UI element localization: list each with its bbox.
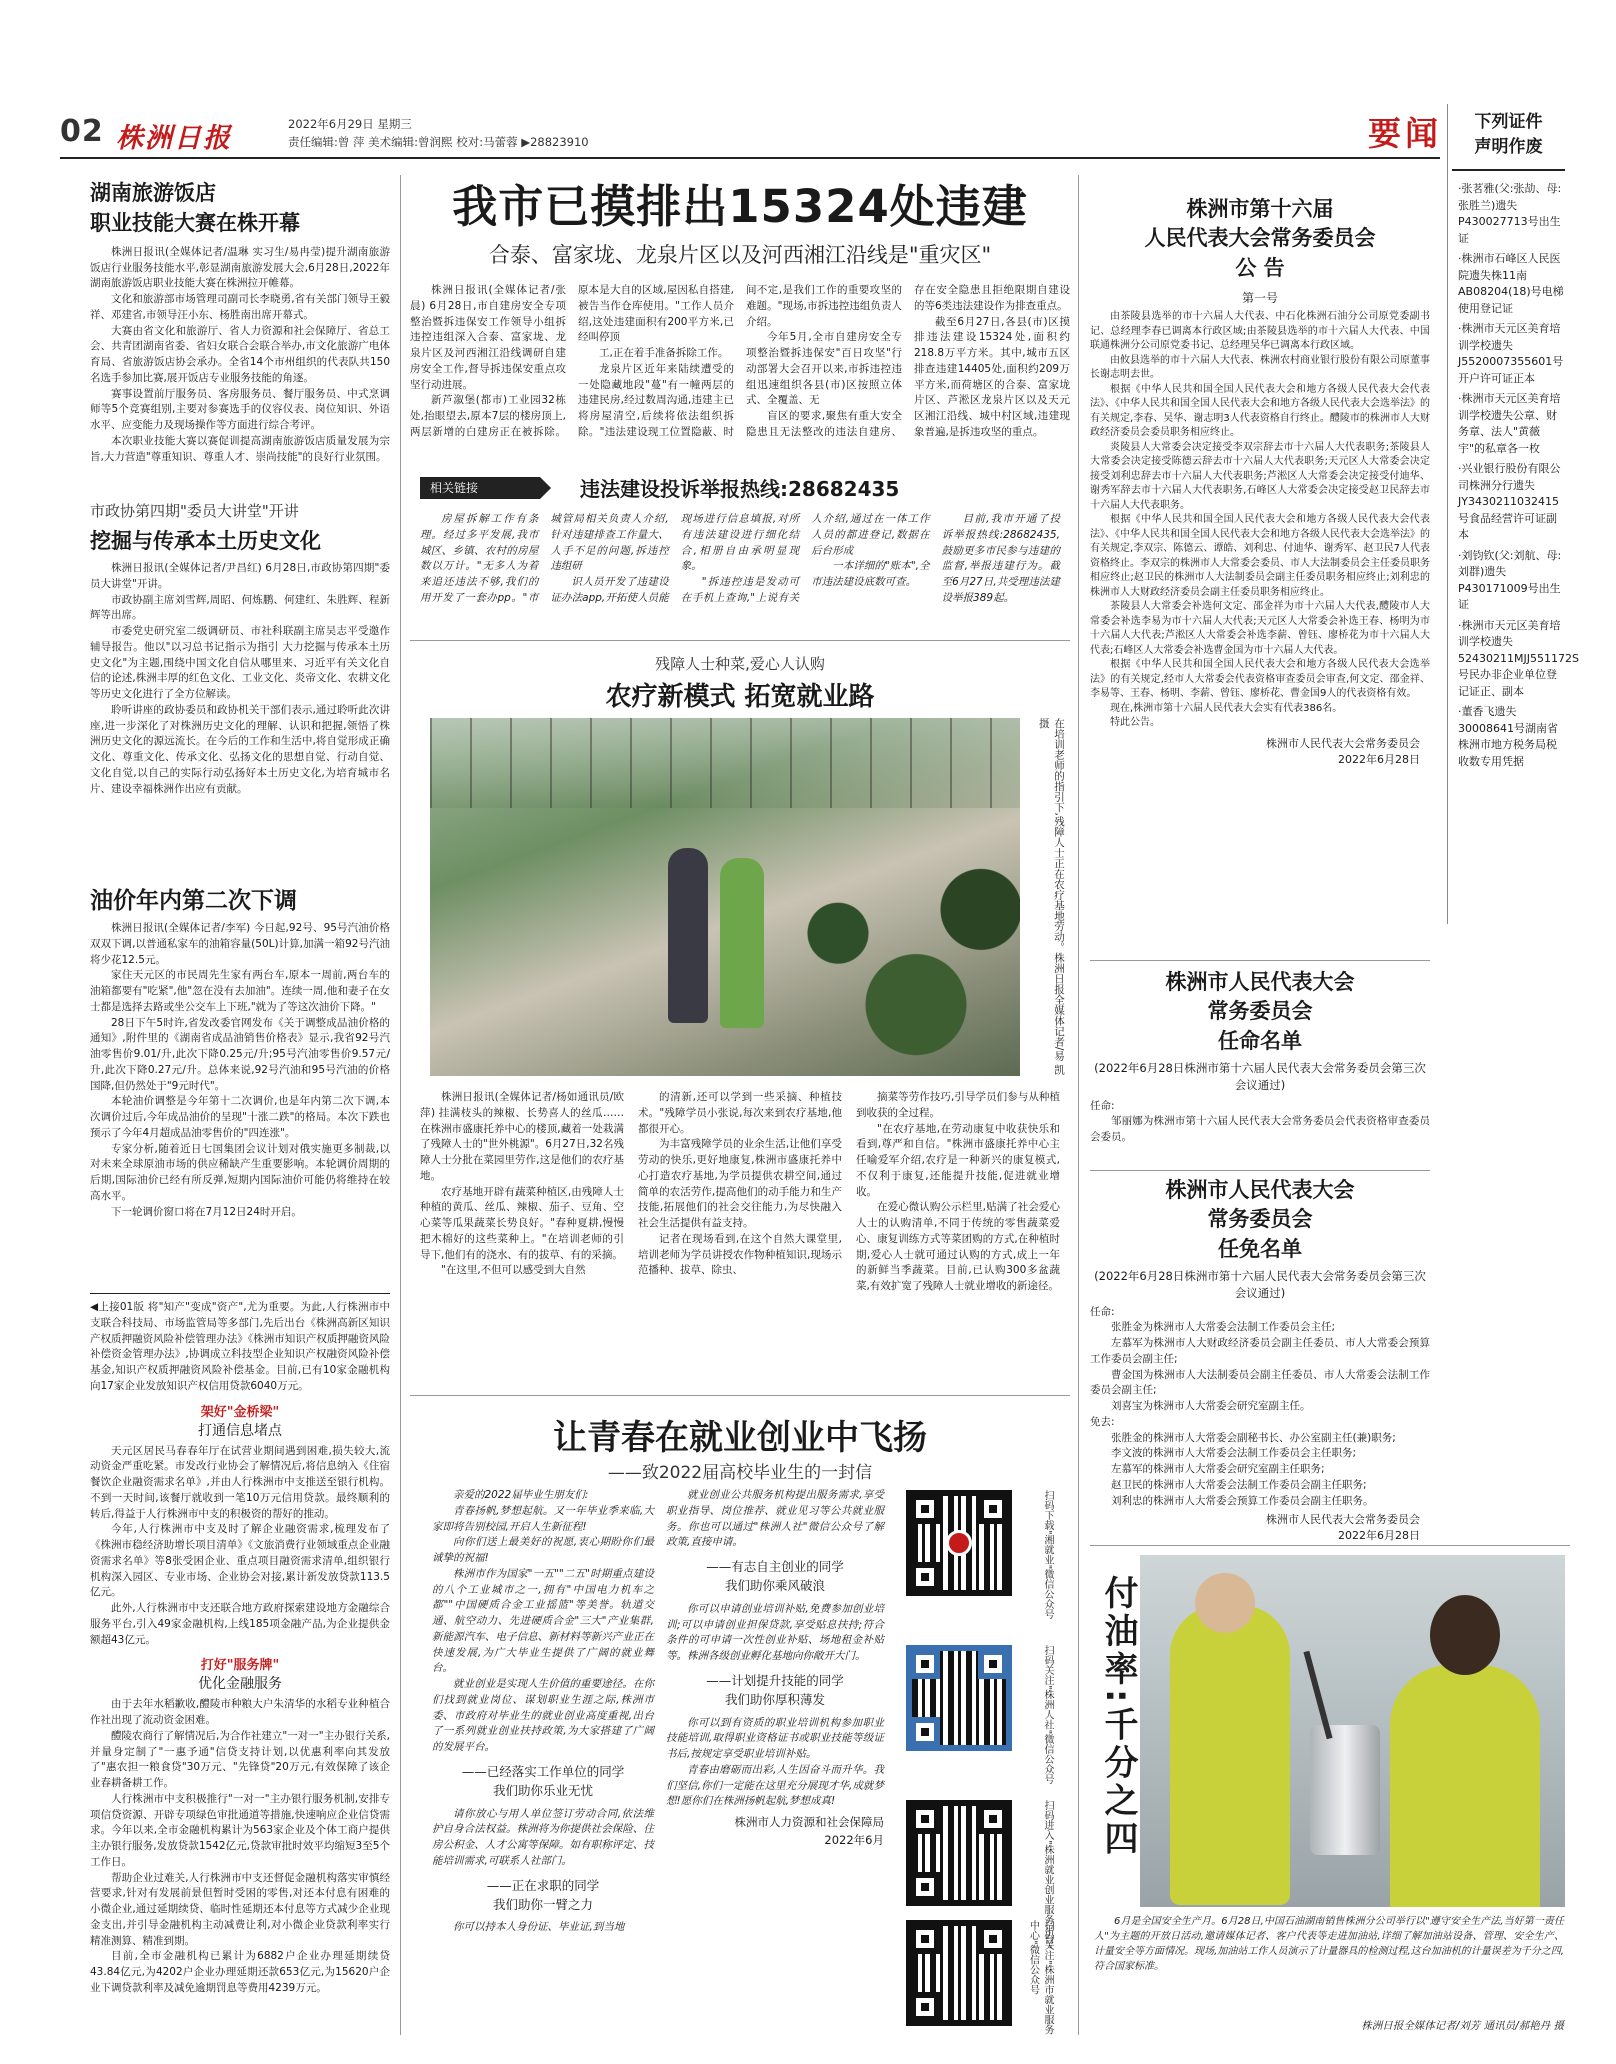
letter-sub4: ——计划提升技能的同学 我们助你厚积薄发 bbox=[706, 1672, 844, 1708]
finance-paragraph: 目前,全市金融机构已累计为6882户企业办理延期续贷43.84亿元,为4202户企业办理延期还款653亿元,为15620户企业下调贷款利率及减免逾期罚息等费用4239万元。 bbox=[90, 1950, 390, 1994]
headline-paragraph: 工,正在着手准备拆除工作。 bbox=[599, 347, 729, 359]
col1-col2-divider bbox=[400, 175, 401, 2035]
worker-1 bbox=[1170, 1605, 1290, 1905]
qr-label-1: 扫码下载"湘就业"微信公众号 bbox=[1042, 1490, 1053, 1620]
qr-code-4[interactable] bbox=[906, 1920, 1012, 2026]
oil-article bbox=[90, 882, 390, 1220]
section-title: 要闻 bbox=[1368, 114, 1442, 153]
related-tag-label: 相关链接 bbox=[430, 481, 479, 495]
headline-paragraph: 株洲日报讯(全媒体记者/张晨) 6月28日,市自建房安全专项整治暨拆违保安工作领导小组拆违控违组深入合泰、富家垅、龙泉片区及河西湘江沿线调研自建房安全工作,督导拆违保安重点攻坚行动进展。 bbox=[410, 284, 566, 391]
farm-paragraph: 为丰富残障学员的业余生活,让他们享受劳动的快乐,更好地康复,株洲市盛康托养中心打造农疗基地,为学员提供农耕空间,通过简单的农活劳作,提高他们的动手能力和生产技能,拓展他们的社会交往能力,为尽快融入社会生活提供有益支持。 bbox=[638, 1138, 842, 1229]
congress-title-2: 株洲市人民代表大会 常务委员会 任命名单 bbox=[1165, 970, 1355, 1053]
finance-paragraph: 天元区居民马春春年厅在试营业期间遇到困难,损失较大,流动资金严重吃紧。市发改行业协会了解情况后,将信息纳入《住宿餐饮企业融资需求名单》,并由人行株洲市中支推送至银行机构。不到一天时间,该餐厅就收到一笔10万元信用贷款。最终顺利的转后,得益于人行株洲市中支的积极资的帮好的推动。 bbox=[90, 1444, 390, 1520]
related-paragraph: 房屋拆解工作有条理。经过多平发展,我市城区、乡镇、农村的房屋数以万计。"无多人为着来追还违法不够,我们的用开发了一套办pp。"市城管局相关负责人介绍,针对违建排查工作量大、人手不足的问题,拆违控违组研 bbox=[420, 513, 669, 604]
tourism-article bbox=[90, 178, 390, 465]
headline-paragraph: 截至6月27日,各县(市)区摸排违法建设15324处,面积约218.8万平方米。其中,城市五区排查违建14405处,面积约209万平方米,而荷塘区的合泰、富家垅片区、芦淞区龙泉片区以及天元区湘江沿线、城中村区域,违建现象普遍,是拆违攻坚的重点。 bbox=[914, 315, 1070, 438]
congress-paragraph: 根据《中华人民共和国全国人民代表大会和地方各级人民代表大会选举法》的有关规定,经市人大常委会代表资格审查委员会审查,何文定、邵金祥、李易等、王春、杨明、李薪、曾钰、廖桥花、曹金国9人的代表资格有效。 bbox=[1090, 659, 1430, 700]
notice-item: ·刘钧钦(父:刘航、母:刘群)遗失P430171009号出生证 bbox=[1458, 548, 1562, 612]
notice-list bbox=[1448, 171, 1579, 770]
finance-intro: ◀上接01版 将"知产"变成"资产",尤为重要。为此,人行株洲市中支联合科技局、市场监管局等多部门,先后出台《株洲高新区知识产权质押融资风险补偿管理办法》《株洲市知识产权质押融资风险补偿资金管理办法》,协调成立科技型企业知识产权融资风险补偿基金,知识产权质押融资风险补偿基金。目前,已有10家金融机构向17家企业发放知识产权信用贷款6040万元。 bbox=[90, 1301, 390, 1392]
congress-paragraph: 由攸县选举的市十六届人大代表、株洲农村商业银行股份有限公司原董事长谢志明去世。 bbox=[1090, 354, 1430, 381]
oil-paragraph: 家住天元区的市民周先生家有两台车,原本一周前,两台车的油箱都要有"吃紧",他"忽在没有去加油"。连续一周,他和妻子在女士都是选择去路或坐公交车上下班,"就为了等这次油价下降。" bbox=[90, 969, 390, 1013]
related-paragraph: 一本详细的"账本",全市违法建设底数可查。 bbox=[811, 560, 930, 588]
farm-paragraph: 农疗基地开辟有蔬菜种植区,由残障人士种植的黄瓜、丝瓜、辣椒、茄子、豆角、空心菜等瓜果蔬菜长势良好。"春种夏耕,慢慢把木棉好的这些菜种上。"在培训老师的引导下,他们有的浇水、有的拔草、有的采摘。 bbox=[420, 1185, 624, 1261]
finance-paragraph: 人行株洲市中支积极推行"一对一"主办银行服务机制,安排专项信贷资源、开辟专项绿色审批通道等措施,快速响应企业信贷需求。今年以来,全市金融机构累计为563家企业及个体工商户提供主办银行服务,发放贷款1542亿元,贷款审批时效平均缩短3至5个工作日。 bbox=[90, 1792, 390, 1868]
congress-title-1: 株洲市第十六届 人民代表大会常务委员会 公 告 bbox=[1144, 197, 1376, 280]
letter-paragraph: 你可以申请创业培训补贴,免费参加创业培训;可以申请创业担保贷款,享受贴息扶持;符合条件的可申请一次性创业补贴、场地租金补贴等。株洲各级创业孵化基地向你敞开大门。 bbox=[666, 1602, 884, 1662]
appoint-item: 邹丽娜为株洲市第十六届人民代表大会常务委员会代表资格审查委员会委员。 bbox=[1090, 1115, 1430, 1144]
letter-col2c-body bbox=[666, 1716, 884, 1811]
history-paragraph: 聆听讲座的政协委员和政协机关干部们表示,通过聆听此次讲座,进一步深化了对株洲历史文化的理解、认识和把握,领悟了株洲历史文化的源远流长。在今后的工作和生活中,将自觉形成正确文化、尊重文化、传承文化、弘扬文化的思想自觉、行动自觉、文化自觉,以自己的实际行动弘扬好本土历史文化,为培育城市名片、建设幸福株洲作出应有贡献。 bbox=[90, 703, 390, 795]
letter-sub2: ——正在求职的同学 我们助你一臂之力 bbox=[486, 1877, 600, 1912]
oil-paragraph: 专家分析,随着近日七国集团会议计划对俄实施更多制裁,以对未来全球原油市场的供应稀缺产生重要影响。本轮调价周期的后期,国际油价已经有所反弹,短期内国际油价可能仍将维持在较高水平。 bbox=[90, 1142, 390, 1202]
worker-2 bbox=[1390, 1665, 1540, 1907]
finance-sub2-kicker: 打好"服务牌" bbox=[200, 1658, 280, 1674]
farm-kicker: 残障人士种菜,爱心人认购 bbox=[655, 655, 825, 673]
appoint-item: 左慕军为株洲市人大财政经济委员会副主任委员、市人大常委会预算工作委员会副主任; bbox=[1090, 1337, 1430, 1365]
related-tag bbox=[420, 477, 540, 499]
notice-item: ·株洲市天元区美育培训学校遗失J5520007355601号开户许可证正本 bbox=[1458, 322, 1564, 385]
letter-col2-body bbox=[666, 1488, 884, 1551]
qr-code-3[interactable] bbox=[906, 1800, 1012, 1906]
tourism-body bbox=[90, 245, 390, 466]
headline-paragraph: 盲区的要求,聚焦有重大安全隐患且无法整改的违法自建房、存在安全隐患且拒绝限期自建设的等6类违法建设作为排查重点。 bbox=[746, 284, 1070, 438]
history-article bbox=[90, 500, 390, 797]
letter-paragraph: 株洲市作为国家"一五""二五"时期重点建设的八个工业城市之一,拥有"中国电力机车之都""中国硬质合金工业摇篮"等美誉。轨道交通、航空动力、先进硬质合金"三大"产业集群,新能源汽车、电子信息、新材料等新兴产业正在快速发展,为广大毕业生提供了广阔的就业舞台。 bbox=[432, 1567, 654, 1675]
letter-col1c-body bbox=[432, 1920, 654, 1936]
finance-sub1-title: 打通信息堵点 bbox=[198, 1422, 282, 1439]
farm-divider bbox=[410, 1395, 1070, 1396]
congress-paragraph: 根据《中华人民共和国全国人民代表大会和地方各级人民代表大会代表法》、《中华人民共和国全国人民代表大会和地方各级人民代表大会选举法》的有关规定,李双宗、陈德云、谭皓、刘利忠、付迪华、谢秀军、赵卫民7人代表资格终止。李双宗的株洲市人大常委会委员、市人大法制委员会主任委员职务相应终止;赵卫民的株洲市人大法制委员会副主任委员职务相应终止;刘利忠的株洲市人大财政经济委员会副主任委员职务相应终止。 bbox=[1090, 514, 1430, 598]
farm-paragraph: 在爱心微认购公示栏里,贴满了社会爱心人士的认购清单,不同于传统的零售蔬菜爱心、康复训练方式等菜团购的方式,在种植时期,爱心人士就可通过认购的方式,成上一年的新鲜当季蔬菜。目前,已认购300多盆蔬菜,有效扩宽了残障人士就业增收的新途径。 bbox=[856, 1201, 1060, 1292]
ren-head: 任命: bbox=[1090, 1305, 1115, 1318]
related-paragraph: "拆违控违是发动可在手机上查询,"上说有关人介绍,通过在一体工作人员的都进登记,数据在后台形成 bbox=[680, 513, 930, 604]
finance-sub1-body bbox=[90, 1444, 390, 1649]
dismiss-item: 张胜金的株洲市人大常委会副秘书长、办公室副主任(兼)职务; bbox=[1111, 1431, 1396, 1444]
mian-head: 免去: bbox=[1090, 1415, 1115, 1428]
history-paragraph: 株洲日报讯(全媒体记者/尹昌红) 6月28日,市政协第四期"委员大讲堂"开讲。 bbox=[90, 562, 390, 590]
notice-item: ·株洲市天元区美育培训学校遗失52430211MJJ551172S号民办非企业单位登记证正、副本 bbox=[1458, 618, 1579, 698]
tourism-paragraph: 株洲日报讯(全媒体记者/温琳 实习生/易冉莹)提升湖南旅游饭店行业服务技能水平,彰显湖南旅游发展大会,6月28日,2022年湖南旅游饭店职业技能大赛在株洲拉开帷幕。 bbox=[90, 245, 390, 290]
notice-box bbox=[1447, 104, 1579, 924]
congress-paragraph: 炎陵县人大常委会决定接受李双宗辞去市十六届人大代表职务;茶陵县人大常委会决定接受陈德云辞去市十六届人大代表职务;天元区人大常委会决定接受刘利忠辞去市十六届人大代表职务;芦淞区人大常委会决定接受付迪华、谢秀军辞去市十六届人大代表职务,石峰区人大常委会决定接受赵卫民辞去市十六届人大代表职务。 bbox=[1090, 441, 1430, 511]
appoint-item: 曹金国为株洲市人大法制委员会副主任委员、市人大常委会法制工作委员会副主任; bbox=[1090, 1368, 1430, 1397]
history-paragraph: 市委党史研究室二级调研员、市社科联副主席吴志平受邀作辅导报告。他以"以习总书记指示为指引 大力挖掘与传承本土历史文化"为主题,围绕中国文化自信从哪里来、习近平有关文化自信的论述,株洲丰厚的红色文化、工业文化、炎帝文化、农耕文化等历史文化进行了全方位解读。 bbox=[90, 625, 390, 700]
oil-paragraph: 株洲日报讯(全媒体记者/李军) 今日起,92号、95号汽油价格双双下调,以普通私家车的油箱容量(50L)计算,加满一箱92号汽油将少花12.5元。 bbox=[90, 922, 390, 966]
letter-paragraph: 青春扬帆,梦想起航。又一年毕业季来临,大家即将告别校园,开启人生新征程! bbox=[432, 1504, 654, 1533]
letter-col1-body bbox=[432, 1488, 654, 1756]
masthead-rule bbox=[60, 157, 1440, 159]
congress-paragraph: 特此公告。 bbox=[1110, 717, 1160, 729]
congress-paragraph: 茶陵县人大常委会补选何文定、邵金祥为市十六届人大代表,醴陵市人大常委会补选李易为市十六届人大代表;天元区人大常委会补选王春、杨明为市十六届人大代表;芦淞区人大常委会补选李薪、曾钰、廖桥花为市十六届人大代表;石峰区人大常委会补选曹金国为市十六届人大代表。 bbox=[1090, 601, 1430, 656]
congress-sub-2: (2022年6月28日株洲市第十六届人民代表大会常务委员会第三次会议通过) bbox=[1094, 1061, 1426, 1093]
congress-signature-3: 株洲市人民代表大会常务委员会 2022年6月28日 bbox=[1266, 1513, 1420, 1543]
notice-item: ·株洲市天元区美育培训学校遗失公章、财务章、法人"黄薇宇"的私章各一枚 bbox=[1458, 392, 1561, 455]
tourism-paragraph: 赛事设置前厅服务员、客房服务员、餐厅服务员、中式烹调师等5个竞赛组别,主要对参赛选手的仪容仪表、岗位知识、外语水平、应变能力及现场操作等方面进行综合考评。 bbox=[90, 387, 390, 432]
notice-item: ·董香飞遗失30008641号湖南省株洲市地方税务局税收数专用凭据 bbox=[1458, 705, 1558, 768]
letter-paragraph: 亲爱的2022届毕业生朋友们: bbox=[453, 1489, 589, 1501]
appoint-body bbox=[1090, 1114, 1430, 1146]
finance-paragraph: 帮助企业过难关,人行株洲市中支还督促金融机构落实审慎经营要求,针对有发展前景但暂时受困的零售,对还本付息有困难的小微企业,通过延期续贷、临时性延期还本付息等方式减少企业现金支出,并引导金融机构主动减费让利,对小微企业贷款利率实行精准测算、精准到期。 bbox=[90, 1871, 390, 1947]
letter-paragraph: 就业创业公共服务机构提出服务需求,享受职业指导、岗位推荐、就业见习等公共就业服务。你也可以通过"株洲人社"微信公众号了解政策,直接申请。 bbox=[666, 1489, 884, 1549]
congress-paragraph: 由茶陵县选举的市十六届人大代表、中石化株洲石油分公司原党委副书记、总经理李春已调离本行政区域;由茶陵县选举的市十六届人大代表、中国联通株洲分公司原党委书记、总经理吴华已调离本行政区域。 bbox=[1090, 311, 1430, 352]
notice-item: ·兴业银行股份有限公司株洲分行遗失JY3430211032415号食品经营许可证副本 bbox=[1458, 462, 1561, 542]
history-title: 挖掘与传承本土历史文化 bbox=[90, 529, 321, 553]
qr-label-3: 扫码进入"株洲就业创业服务平台" bbox=[1042, 1800, 1053, 1950]
headline-paragraph: 今年5月,全市自建房安全专项整治暨拆违保安"百日攻坚"行动部署大会召开以来,市拆违控违组迅速组织各县(市)区按照立体式、全覆盖、无 bbox=[746, 331, 902, 407]
congress-divider-1 bbox=[1090, 960, 1430, 961]
col2-col3-divider bbox=[1078, 175, 1079, 2035]
letter-title: 让青春在就业创业中飞扬 bbox=[553, 1418, 927, 1458]
appoint-item: 张胜金为株洲市人大常委会法制工作委员会主任; bbox=[1111, 1321, 1336, 1334]
farm-body bbox=[420, 1090, 1060, 1380]
appoint-item: 刘喜宝为株洲市人大常委会研究室副主任。 bbox=[1111, 1400, 1311, 1413]
letter-paragraph: 你可以持本人身份证、毕业证,到当地 bbox=[453, 1921, 625, 1934]
congress-divider-2 bbox=[1090, 1170, 1430, 1171]
qr-code-2[interactable] bbox=[906, 1645, 1012, 1751]
oil-paragraph: 下一轮调价窗口将在7月12日24时开启。 bbox=[111, 1205, 302, 1218]
congress-number: 第一号 bbox=[1241, 291, 1278, 306]
farm-paragraph: 的清新,还可以学到一些采摘、种植技术。"残障学员小张说,每次来到农疗基地,他都很开心。 bbox=[638, 1091, 842, 1135]
finance-sub2-body bbox=[90, 1697, 390, 1996]
dismiss-item: 赵卫民的株洲市人大常委会法制工作委员会副主任职务; bbox=[1111, 1478, 1367, 1491]
related-paragraph: 识人员开发了违建设证办法app,开拓使人员能现场进行信息填报,对所有违法建设进行细化结合,相册自由承明显现象。 bbox=[550, 513, 800, 604]
letter-col1b-body bbox=[432, 1807, 654, 1870]
headline-paragraph: 龙泉片区近年来陆续遭受的一处隐藏地段"蔓"有一幢两层的违建民房,经过数周沟通,违建主已将房屋清空,后续将依法组织拆除。"违法建设现工位置隐蔽、时间不定,是我们工作的重要攻坚的难题。"现场,市拆违控违组负责人介绍。 bbox=[578, 284, 902, 438]
congress-signature: 株洲市人民代表大会常务委员会 2022年6月28日 bbox=[1266, 736, 1420, 766]
ren-body bbox=[1090, 1320, 1430, 1415]
letter-col2 bbox=[666, 1488, 884, 1850]
appoint-head: 任命: bbox=[1090, 1099, 1115, 1112]
headline-subtitle: 合泰、富家垅、龙泉片区以及河西湘江沿线是"重灾区" bbox=[488, 243, 992, 267]
oilfig-credit: 株洲日报全媒体记者/刘芳 通讯员/郝艳丹 摄 bbox=[1361, 2020, 1564, 2032]
congress-body bbox=[1090, 310, 1430, 731]
letter-signature: 株洲市人力资源和社会保障局 2022年6月 bbox=[734, 1815, 884, 1847]
finance-paragraph: 由于去年水稻歉收,醴陵市种粮大户朱清华的水稻专业种植合作社出现了流动资金困难。 bbox=[90, 1698, 390, 1726]
oilfig-title: 付油率:千分之四 bbox=[1098, 1575, 1138, 1859]
congress-paragraph: 现在,株洲市第十六届人民代表大会实有代表386名。 bbox=[1110, 702, 1343, 714]
tourism-paragraph: 文化和旅游部市场管理司副司长李晓勇,省有关部门领导王毅祥、邓建省,市领导汪小东、杨胜南出席开幕式。 bbox=[90, 293, 390, 321]
paper-name: 株洲日报 bbox=[116, 123, 232, 154]
related-bar bbox=[420, 475, 1060, 503]
oil-body bbox=[90, 921, 390, 1220]
congress-title-3: 株洲市人民代表大会 常务委员会 任免名单 bbox=[1165, 1178, 1355, 1261]
letter-paragraph: 你可以到有资质的职业培训机构参加职业技能培训,取得职业资格证书或职业技能等级证书后,按规定享受职业培训补贴。 bbox=[666, 1716, 884, 1760]
letter-paragraph: 青春由磨砺而出彩,人生因奋斗而升华。我们坚信,你们一定能在这里充分展现才华,成就梦想!愿你们在株洲扬帆起航,梦想成真! bbox=[666, 1763, 884, 1808]
related-paragraph: 目前,我市开通了投诉举报热线:28682435,鼓励更多市民参与违建的监督,举报违建行为。截至6月27日,共受理违法建设举报389起。 bbox=[941, 513, 1060, 604]
qr-code-1[interactable] bbox=[906, 1490, 1012, 1596]
congress-divider-3 bbox=[1090, 1545, 1570, 1546]
finance-paragraph: 今年,人行株洲市中支及时了解企业融资需求,梳理发布了《株洲市稳经济助增长项目清单》《文旅消费行业领域重点企业融资需求名单》等8张受困企业、重点项目融资需求清单,组织银行机构深入园区、专业市场、企业协会对接,累计新发放贷款113.5亿元。 bbox=[90, 1523, 390, 1599]
worker-1-head bbox=[1195, 1573, 1255, 1633]
letter-paragraph: 请你放心与用人单位签订劳动合同,依法维护自身合法权益。株洲将为你提供社会保险、住房公积金、人才公寓等保障。如有职称评定、技能培训需求,可联系人社部门。 bbox=[432, 1807, 654, 1867]
congress-paragraph: 根据《中华人民共和国全国人民代表大会和地方各级人民代表大会代表法》、《中华人民共和国全国人民代表大会和地方各级人民代表大会选举法》的有关规定,李春、吴华、谢志明3人代表资格自行终止。醴陵市的株洲市人大财政经济委员会委员职务相应终止。 bbox=[1090, 383, 1430, 439]
appointment-list bbox=[1090, 968, 1430, 1146]
headline-paragraph: 新芦溆堡(都市)工业园32栋处,抬眼望去,原本7层的楼房顶上,两层新增的白建房正在被拆除。原本是大自的区域,屋因私自搭建,被告当作仓库使用。"工作人员介绍,这处违建面积有200平方米,已经叫停顶 bbox=[410, 284, 734, 438]
notice-title: 下列证件 声明作废 bbox=[1452, 104, 1565, 171]
masthead-editors: 责任编辑:曾 萍 美术编辑:曾润熙 校对:马蕾蓉 ▶28823910 bbox=[288, 135, 589, 149]
letter-paragraph: 向你们送上最美好的祝愿,衷心期盼你们最诚挚的祝福! bbox=[432, 1536, 654, 1564]
qr-label-4: 扫码关注"株洲市就业服务中心"微信公众号 bbox=[1027, 1920, 1053, 2035]
tourism-title: 湖南旅游饭店 职业技能大赛在株开幕 bbox=[90, 181, 300, 236]
tourism-paragraph: 本次职业技能大赛以赛促训提高湖南旅游饭店质量发展为宗旨,大力营造"尊重知识、尊重人才、崇尚技能"的良好行业氛围。 bbox=[90, 434, 390, 463]
measuring-can bbox=[1310, 1725, 1380, 1855]
related-body bbox=[420, 512, 1060, 612]
history-kicker: 市政协第四期"委员大讲堂"开讲 bbox=[90, 502, 299, 520]
appoint-dismiss-list bbox=[1090, 1176, 1430, 1543]
finance-article bbox=[90, 1300, 390, 1997]
oil-paragraph: 28日下午5时许,省发改委官网发布《关于调整成品油价格的通知》,附件里的《湖南省成品油销售价格表》显示,我省92号汽油零售价9.01/升,此次下降0.25元/升;95号汽油零售价9.57元/升,此次下降0.27元/升。总体来说,92号汽油和95号汽油的价格国降,但仍然处于"9元时代"。 bbox=[90, 1016, 390, 1092]
page-number: 02 bbox=[60, 114, 104, 149]
headline-divider bbox=[410, 640, 1070, 641]
farm-paragraph: 记者在现场看到,在这个自然大课堂里,培训老师为学员讲授农作物种植知识,现场示范播种、拔草、除虫、 bbox=[638, 1232, 842, 1277]
person-left bbox=[668, 848, 708, 1023]
col1-divider bbox=[90, 1293, 390, 1294]
farm-paragraph: 摘菜等劳作技巧,引导学员们参与从种植到收获的全过程。 bbox=[856, 1091, 1060, 1119]
person-right bbox=[720, 858, 764, 1028]
letter-sub3: ——有志自主创业的同学 我们助你乘风破浪 bbox=[706, 1559, 844, 1594]
masthead-date: 2022年6月29日 星期三 bbox=[288, 117, 412, 131]
trellis bbox=[430, 718, 1020, 808]
hotline-text: 违法建设投诉举报热线:28682435 bbox=[580, 477, 900, 501]
letter-col2b-body bbox=[666, 1602, 884, 1665]
history-paragraph: 市政协副主席刘雪辉,周昭、何炼鹏、何建红、朱胜辉、程新辉等出席。 bbox=[90, 593, 390, 622]
finance-paragraph: 此外,人行株洲市中支还联合地方政府探索建设地方金融综合服务平台,引入49家金融机构,上线185项金融产品,为企业提供金额超43亿元。 bbox=[90, 1602, 390, 1646]
mian-body bbox=[1090, 1431, 1430, 1510]
farm-paragraph: 株洲日报讯(全媒体记者/杨如通讯员/欧萍) 挂满枝头的辣椒、长势喜人的丝瓜……在株洲市盛康托养中心的楼顶,藏着一处栽满了残障人士的"世外桃源"。6月27日,32名残障人士分批在菜园里劳作,这是他们的农疗基地。 bbox=[420, 1091, 624, 1182]
congress-notice bbox=[1090, 195, 1430, 767]
finance-sub2-title: 优化金融服务 bbox=[198, 1676, 282, 1693]
congress-sub-3: (2022年6月28日株洲市第十六届人民代表大会常务委员会第三次会议通过) bbox=[1094, 1269, 1426, 1301]
oil-title: 油价年内第二次下调 bbox=[90, 888, 297, 914]
farm-paragraph: "在这里,不但可以感受到大自然 bbox=[441, 1264, 586, 1277]
letter-paragraph: 就业创业是实现人生价值的重要途径。在你们找到就业岗位、谋划职业生涯之际,株洲市委、市政府对毕业生的就业创业高度重视,出台了一系列就业创业扶持政策,为大家搭建了广阔的发展平台。 bbox=[432, 1678, 654, 1753]
headline-title: 我市已摸排出15324处违建 bbox=[452, 180, 1028, 233]
oil-paragraph: 本轮油价调整是今年第十二次调价,也是年内第二次下调,本次调价过后,今年成品油价的呈现"十涨二跌"的格局。本次下跌也预示了今年4月超成品油零售价的"四连涨"。 bbox=[90, 1095, 390, 1139]
masthead bbox=[60, 112, 1550, 156]
farm-paragraph: "在农疗基地,在劳动康复中收获快乐和看到,尊严和自信。"株洲市盛康托养中心主任喻爱军介绍,农疗是一种新兴的康复模式,不仅利于康复,还能提升技能,促进就业增收。 bbox=[856, 1122, 1060, 1198]
worker-2-head bbox=[1430, 1595, 1500, 1675]
letter-sub1: ——已经落实工作单位的同学 我们助你乐业无忧 bbox=[461, 1763, 625, 1799]
headline-body bbox=[410, 283, 1070, 463]
dismiss-item: 刘利忠的株洲市人大常委会预算工作委员会副主任职务。 bbox=[1111, 1494, 1374, 1507]
letter-subtitle: ——致2022届高校毕业生的一封信 bbox=[607, 1463, 873, 1483]
headline-article bbox=[410, 170, 1070, 463]
dismiss-item: 李文波的株洲市人大常委会法制工作委员会主任职务; bbox=[1111, 1447, 1357, 1460]
farm-caption: 在培训老师的指引下,残障人士正在农疗基地劳动。株洲日报全媒体记者/易 凯 摄 bbox=[1037, 718, 1065, 1075]
tourism-paragraph: 大赛由省文化和旅游厅、省人力资源和社会保障厅、省总工会、共青团湖南省委、省妇女联合会联合举办,市文化旅游广电体育局、省旅游饭店协会承办。全省14个市州组织的代表队共150名选手参加比赛,展开饭店专业服务技能的角逐。 bbox=[90, 324, 390, 384]
farm-title: 农疗新模式 拓宽就业路 bbox=[605, 682, 875, 712]
plants bbox=[760, 838, 1020, 1076]
triangle-right-icon bbox=[540, 477, 551, 499]
dismiss-item: 左慕军的株洲市人大常委会研究室副主任职务; bbox=[1111, 1463, 1325, 1476]
oilfig-caption: 6月是全国安全生产月。6月28日,中国石油湖南销售株洲分公司举行以"遵守安全生产法,当好第一责任人"为主题的开放日活动,邀请媒体记者、客户代表等走进加油站,详细了解加油站设备、管理、安全生产、计量安全等方面情况。现场,加油站工作人员演示了计量器具的检测过程,这台加油机的计量误差为千分之四,符合国家标准。 bbox=[1094, 1916, 1564, 1972]
history-body bbox=[90, 561, 390, 797]
qr-label-2: 扫码关注"株洲人社"微信公众号 bbox=[1042, 1645, 1053, 1785]
farm-photo bbox=[430, 718, 1020, 1076]
letter-col1 bbox=[432, 1488, 654, 1936]
oilfig-photo bbox=[1140, 1555, 1565, 1907]
notice-item: ·张茗雅(父:张劼、母:张胜兰)遗失P430027713号出生证 bbox=[1458, 182, 1562, 245]
notice-item: ·株洲市石峰区人民医院遗失株11南AB08204(18)号电梯使用登记证 bbox=[1458, 252, 1564, 315]
finance-sub1-kicker: 架好"金桥梁" bbox=[200, 1404, 280, 1420]
finance-paragraph: 醴陵农商行了解情况后,为合作社建立"一对一"主办银行关系,并量身定制了"一惠予通"信贷支持计划,以优惠利率向其发放了"惠农担一粮食贷"30万元、"先锋贷"20万元,有效保障了该企业春耕备耕工作。 bbox=[90, 1729, 390, 1789]
